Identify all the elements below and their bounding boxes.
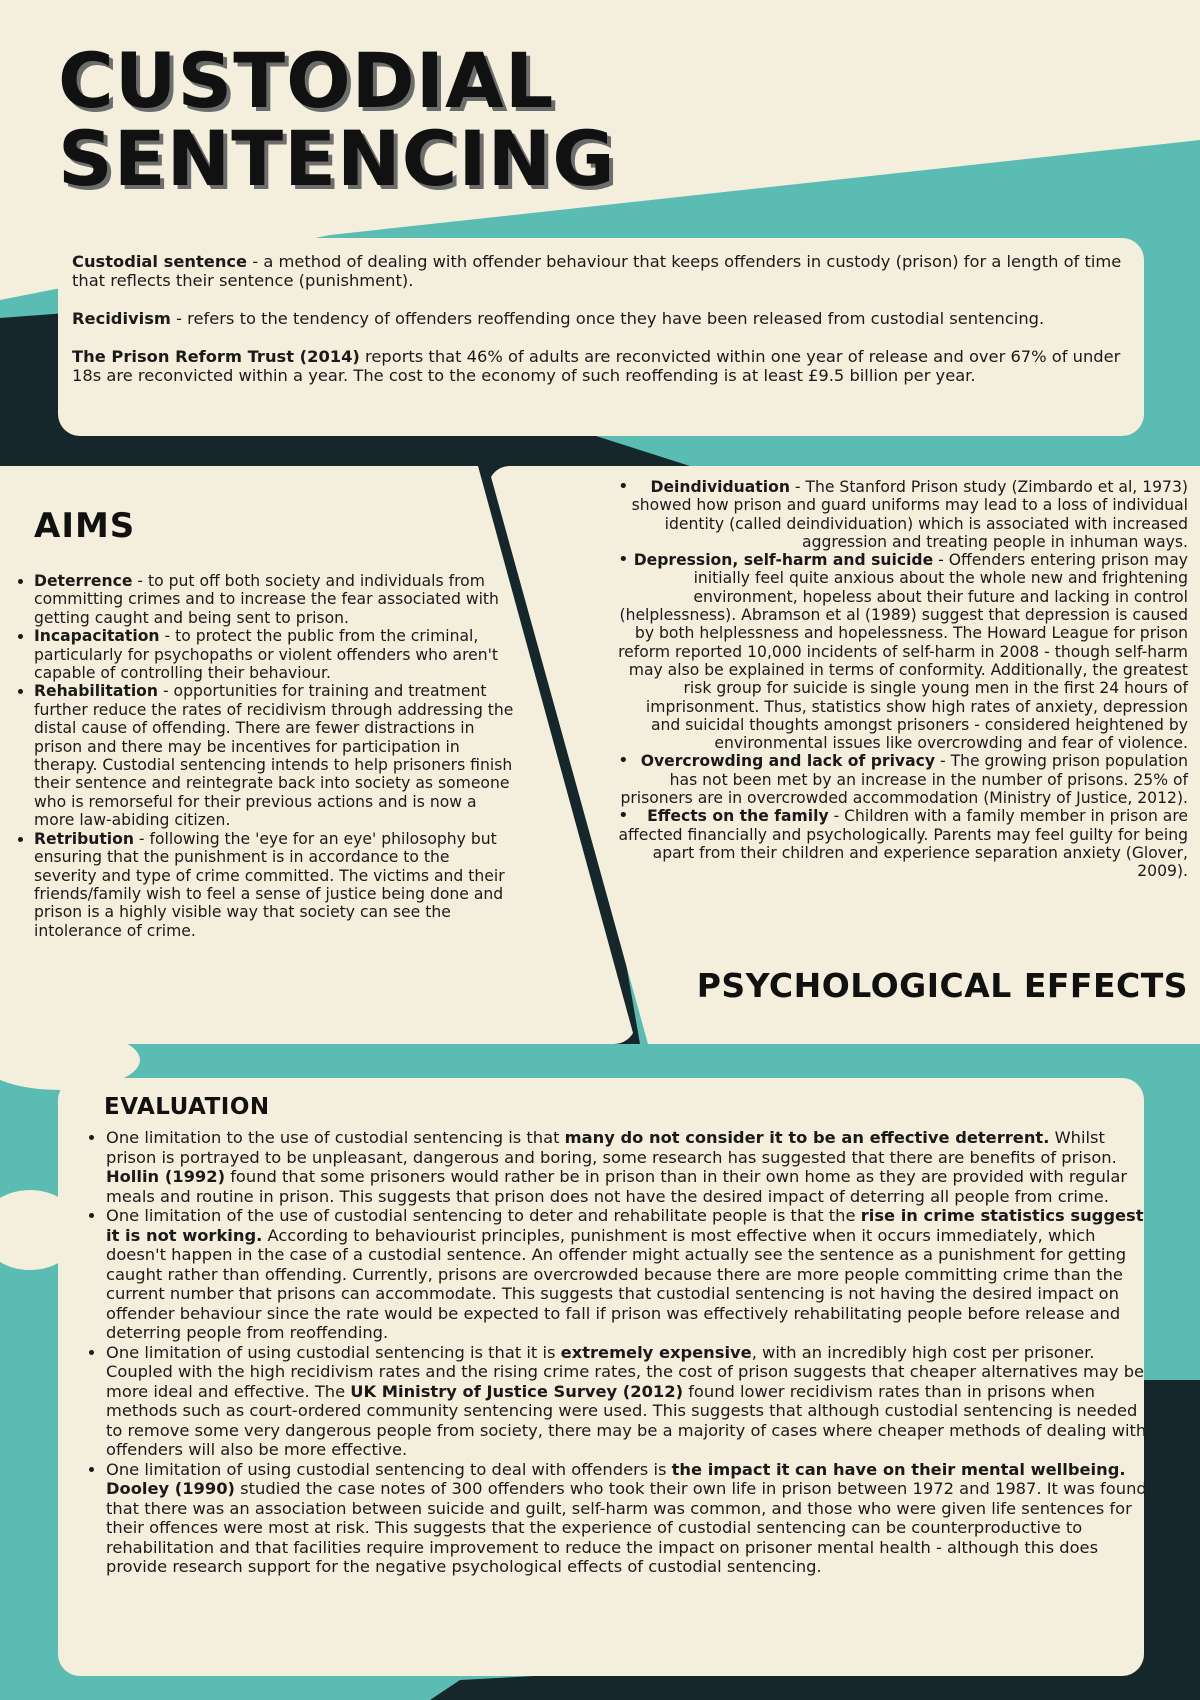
aim-retribution: • Retribution - following the 'eye for an eye' philosophy but ensuring that the punishment is in accordance to the severity and type of crime committed. The victims and their friends/family wish to feel a sense of justice being done and prison is a highly visible way that society can see the intolerance of crime. [34,830,514,940]
definition-custodial-sentence: Custodial sentence - a method of dealing with offender behaviour that keeps offenders in custody (prison) for a length of time that reflects their sentence (punishment). [72,252,1122,290]
effect-overcrowding: • Overcrowding and lack of privacy - The growing prison population has not been met by an increase in the number of prisons. 25% of prisoners are in overcrowded accommodation (Ministry of Justice, 2012). [618,752,1188,807]
evaluation-point: • One limitation of using custodial sentencing is that it is extremely expensive, with an incredibly high cost per prisoner. Coupled with the high recidivism rates and the rising crime rates, the cost of prison suggests that cheaper alternatives may be more ideal and effective. The UK Ministry of Justice Survey (2012) found lower recidivism rates than in prisons when methods such as court-ordered community sentencing were used. This suggests that although custodial sentencing is needed to remove some very dangerous people from society, there may be a majority of cases where cheaper methods of dealing with offenders will also be more effective. [106,1343,1156,1460]
evaluation-list [80,1128,1156,1577]
effect-family: • Effects on the family - Children with a family member in prison are affected financially and psychologically. Parents may feel guilty for being apart from their children and experience separation anxiety (Glover, 2009). [618,807,1188,880]
page-title: CUSTODIAL SENTENCING [58,36,616,203]
definitions-panel [58,238,1144,436]
evaluation-point: • One limitation of the use of custodial sentencing to deter and rehabilitate people is that the rise in crime statistics suggest it is not working. According to behaviourist principles, punishment is most effective when it occurs immediately, which doesn't happen in the case of a custodial sentence. An offender might actually see the sentence as a punishment for getting caught rather than offending. Currently, prisons are overcrowded because there are more people committing crime than the current number that prisons can accommodate. This suggests that custodial sentencing is not having the desired impact on offender behaviour since the rate would be expected to fall if prison was effectively rehabilitating people before release and deterring people from reoffending. [106,1206,1156,1343]
aim-incapacitation: • Incapacitation - to protect the public from the criminal, particularly for psychopaths or violent offenders who aren't capable of controlling their behaviour. [34,627,514,682]
definition-recidivism: Recidivism - refers to the tendency of offenders reoffending once they have been released from custodial sentencing. [72,309,1045,328]
effect-deindividuation: • Deindividuation - The Stanford Prison study (Zimbardo et al, 1973) showed how prison and guard uniforms may lead to a loss of individual identity (called deindividuation) which is associated with increased aggression and treating people in inhuman ways. [618,478,1188,551]
evaluation-point: • One limitation of using custodial sentencing to deal with offenders is the impact it can have on their mental wellbeing. Dooley (1990) studied the case notes of 300 offenders who took their own life in prison between 1972 and 1987. It was found that there was an association between suicide and guilt, self-harm was common, and those who were given life sentences for their offences were most at risk. This suggests that the experience of custodial sentencing can be counterproductive to rehabilitation and that facilities require improvement to reduce the impact on prisoner mental health - although this does provide research support for the negative psychological effects of custodial sentencing. [106,1460,1156,1577]
psychological-effects-heading: PSYCHOLOGICAL EFFECTS [696,966,1188,1005]
evaluation-heading: EVALUATION [104,1094,270,1120]
effect-depression-self-harm-suicide: • Depression, self-harm and suicide - Offenders entering prison may initially feel quite anxious about the whole new and frightening environment, hopeless about their future and lacking in control (helplessness). Abramson et al (1989) suggest that depression is caused by both helplessness and hopelessness. The Howard League for prison reform reported 10,000 incidents of self-harm in 2008 - though self-harm may also be explained in terms of conformity. Additionally, the greatest risk group for suicide is single young men in the first 24 hours of imprisonment. Thus, statistics show high rates of anxiety, depression and suicidal thoughts amongst prisoners - considered heightened by environmental issues like overcrowding and fear of violence. [618,551,1188,752]
prison-reform-trust-statistic: The Prison Reform Trust (2014) reports that 46% of adults are reconvicted within one year of release and over 67% of under 18s are reconvicted within a year. The cost to the economy of such reoffending is at least £9.5 billion per year. [72,347,1121,385]
psychological-effects-list [618,478,1188,881]
evaluation-point: • One limitation to the use of custodial sentencing is that many do not consider it to be an effective deterrent. Whilst prison is portrayed to be unpleasant, dangerous and boring, some research has suggested that there are benefits of prison. Hollin (1992) found that some prisoners would rather be in prison than in their own home as they are provided with regular meals and routine in prison. This suggests that prison does not have the desired impact of deterring all people from crime. [106,1128,1156,1206]
aims-heading: AIMS [34,506,136,546]
aims-list [8,572,514,940]
aim-rehabilitation: • Rehabilitation - opportunities for training and treatment further reduce the rates of recidivism through addressing the distal cause of offending. There are fewer distractions in prison and there may be incentives for participation in therapy. Custodial sentencing intends to help prisoners finish their sentence and reintegrate back into society as someone who is remorseful for their previous actions and is now a more law-abiding citizen. [34,682,514,829]
aim-deterrence: • Deterrence - to put off both society and individuals from committing crimes and to increase the fear associated with getting caught and being sent to prison. [34,572,514,627]
